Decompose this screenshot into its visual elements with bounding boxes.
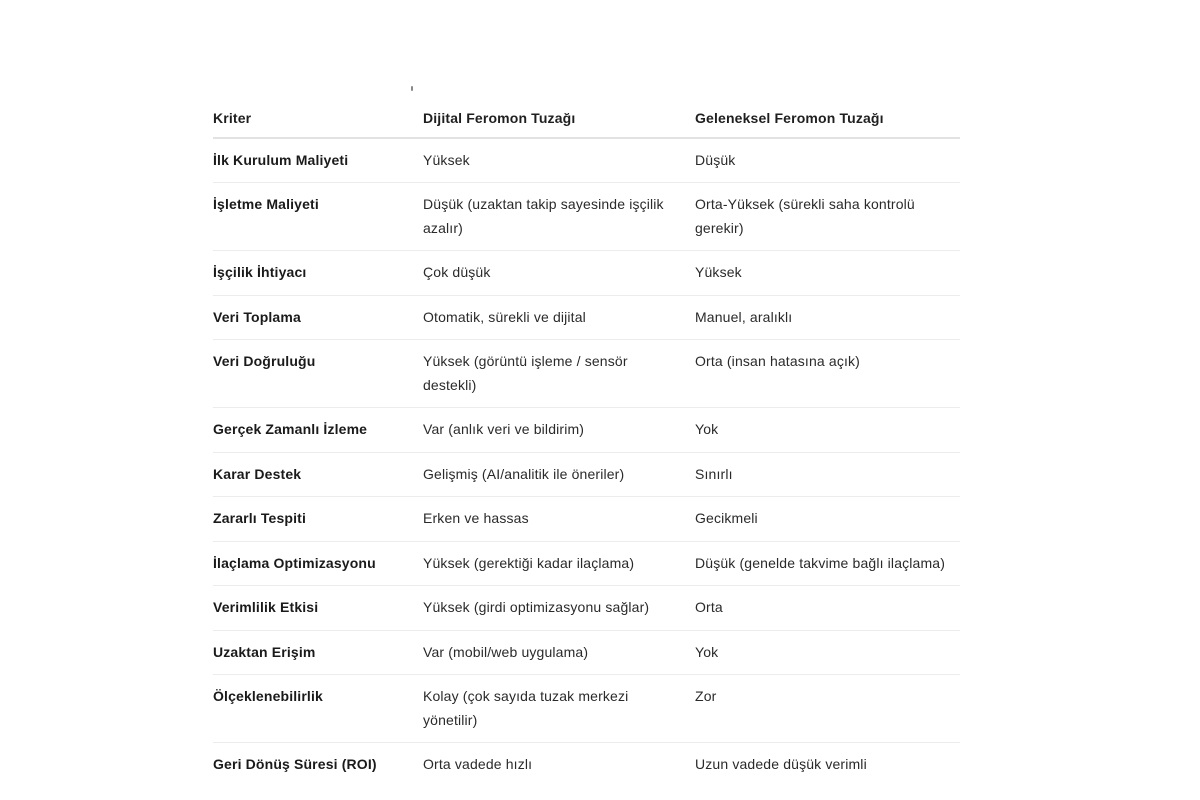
traditional-cell [695, 630, 960, 675]
criterion-text: Veri Toplama [213, 308, 301, 325]
traditional-text: Manuel, aralıklı [695, 308, 793, 325]
criterion-text: Ölçeklenebilirlik [213, 688, 323, 704]
table-row [213, 452, 960, 497]
digital-cell [423, 630, 695, 675]
criterion-cell [213, 340, 423, 408]
digital-text: Yüksek (gerektiği kadar ilaçlama) [423, 554, 635, 571]
criterion-cell [213, 675, 423, 743]
table-row [213, 138, 960, 183]
criterion-cell [213, 183, 423, 251]
table-row [213, 541, 960, 586]
header-traditional-label: Geleneksel Feromon Tuzağı [695, 110, 884, 126]
digital-text: Kolay (çok sayıda tuzak merkezi yönetilir) [423, 688, 629, 728]
criterion-cell [213, 138, 423, 183]
digital-cell [423, 340, 695, 408]
table-header [213, 102, 960, 138]
traditional-text: Zor [695, 688, 717, 704]
digital-text: Erken ve hassas [423, 510, 529, 526]
table-row [213, 408, 960, 453]
table-row [213, 675, 960, 743]
traditional-text: Orta (insan hatasına açık) [695, 353, 860, 369]
table-row [213, 251, 960, 296]
digital-text: Çok düşük [423, 264, 491, 280]
table-row [213, 586, 960, 631]
criterion-cell [213, 408, 423, 453]
traditional-text: Yüksek [695, 264, 742, 280]
criterion-cell [213, 452, 423, 497]
digital-text: Yüksek [423, 151, 470, 168]
criterion-text: Gerçek Zamanlı İzleme [213, 421, 368, 437]
digital-text: Yüksek (girdi optimizasyonu sağlar) [423, 599, 650, 615]
criterion-cell [213, 251, 423, 296]
criterion-text: Veri Doğruluğu [213, 353, 316, 369]
digital-cell [423, 675, 695, 743]
traditional-text: Sınırlı [695, 465, 733, 482]
criterion-text: Geri Dönüş Süresi (ROI) [213, 756, 377, 772]
header-row [213, 102, 960, 138]
criterion-text: İlk Kurulum Maliyeti [213, 151, 349, 168]
traditional-cell [695, 675, 960, 743]
traditional-text: Düşük [695, 151, 736, 168]
traditional-text: Düşük (genelde takvime bağlı ilaçlama) [695, 554, 946, 571]
criterion-cell [213, 743, 423, 787]
digital-cell [423, 295, 695, 340]
traditional-cell [695, 295, 960, 340]
traditional-cell [695, 183, 960, 251]
digital-cell [423, 452, 695, 497]
digital-cell [423, 183, 695, 251]
digital-text: Gelişmiş (AI/analitik ile öneriler) [423, 465, 625, 482]
traditional-cell [695, 743, 960, 787]
header-digital [423, 102, 695, 138]
table-row [213, 183, 960, 251]
table-row [213, 340, 960, 408]
traditional-text: Yok [695, 421, 719, 437]
stray-mark [411, 86, 413, 91]
digital-text: Yüksek (görüntü işleme / sensör destekli) [423, 353, 628, 393]
digital-cell [423, 497, 695, 542]
traditional-cell [695, 251, 960, 296]
traditional-cell [695, 541, 960, 586]
criterion-cell [213, 586, 423, 631]
traditional-cell [695, 138, 960, 183]
traditional-cell [695, 497, 960, 542]
table-row [213, 630, 960, 675]
header-digital-label: Dijital Feromon Tuzağı [423, 110, 576, 126]
traditional-cell [695, 340, 960, 408]
digital-cell [423, 541, 695, 586]
criterion-cell [213, 497, 423, 542]
table-row [213, 743, 960, 787]
digital-cell [423, 138, 695, 183]
criterion-text: Zararlı Tespiti [213, 510, 307, 526]
criterion-text: Verimlilik Etkisi [213, 599, 319, 615]
traditional-cell [695, 452, 960, 497]
digital-cell [423, 586, 695, 631]
digital-text: Var (mobil/web uygulama) [423, 643, 589, 660]
traditional-text: Gecikmeli [695, 510, 758, 526]
digital-text: Var (anlık veri ve bildirim) [423, 421, 585, 437]
traditional-cell [695, 408, 960, 453]
digital-cell [423, 743, 695, 787]
header-criterion [213, 102, 423, 138]
digital-cell [423, 408, 695, 453]
comparison-table [213, 102, 960, 787]
criterion-text: Uzaktan Erişim [213, 643, 316, 660]
table-row [213, 295, 960, 340]
criterion-text: İlaçlama Optimizasyonu [213, 554, 376, 571]
digital-text: Orta vadede hızlı [423, 756, 533, 772]
traditional-text: Uzun vadede düşük verimli [695, 756, 867, 772]
digital-text: Otomatik, sürekli ve dijital [423, 308, 586, 325]
traditional-cell [695, 586, 960, 631]
criterion-text: Karar Destek [213, 465, 302, 482]
traditional-text: Orta [695, 599, 723, 615]
digital-cell [423, 251, 695, 296]
header-criterion-label: Kriter [213, 110, 252, 126]
criterion-cell [213, 630, 423, 675]
table-body [213, 138, 960, 787]
criterion-text: İşletme Maliyeti [213, 196, 319, 212]
table-row [213, 497, 960, 542]
traditional-text: Orta-Yüksek (sürekli saha kontrolü gerekir) [695, 196, 915, 236]
criterion-cell [213, 541, 423, 586]
header-traditional [695, 102, 960, 138]
digital-text: Düşük (uzaktan takip sayesinde işçilik azalır) [423, 196, 664, 236]
criterion-cell [213, 295, 423, 340]
criterion-text: İşçilik İhtiyacı [213, 264, 307, 280]
traditional-text: Yok [695, 643, 719, 660]
